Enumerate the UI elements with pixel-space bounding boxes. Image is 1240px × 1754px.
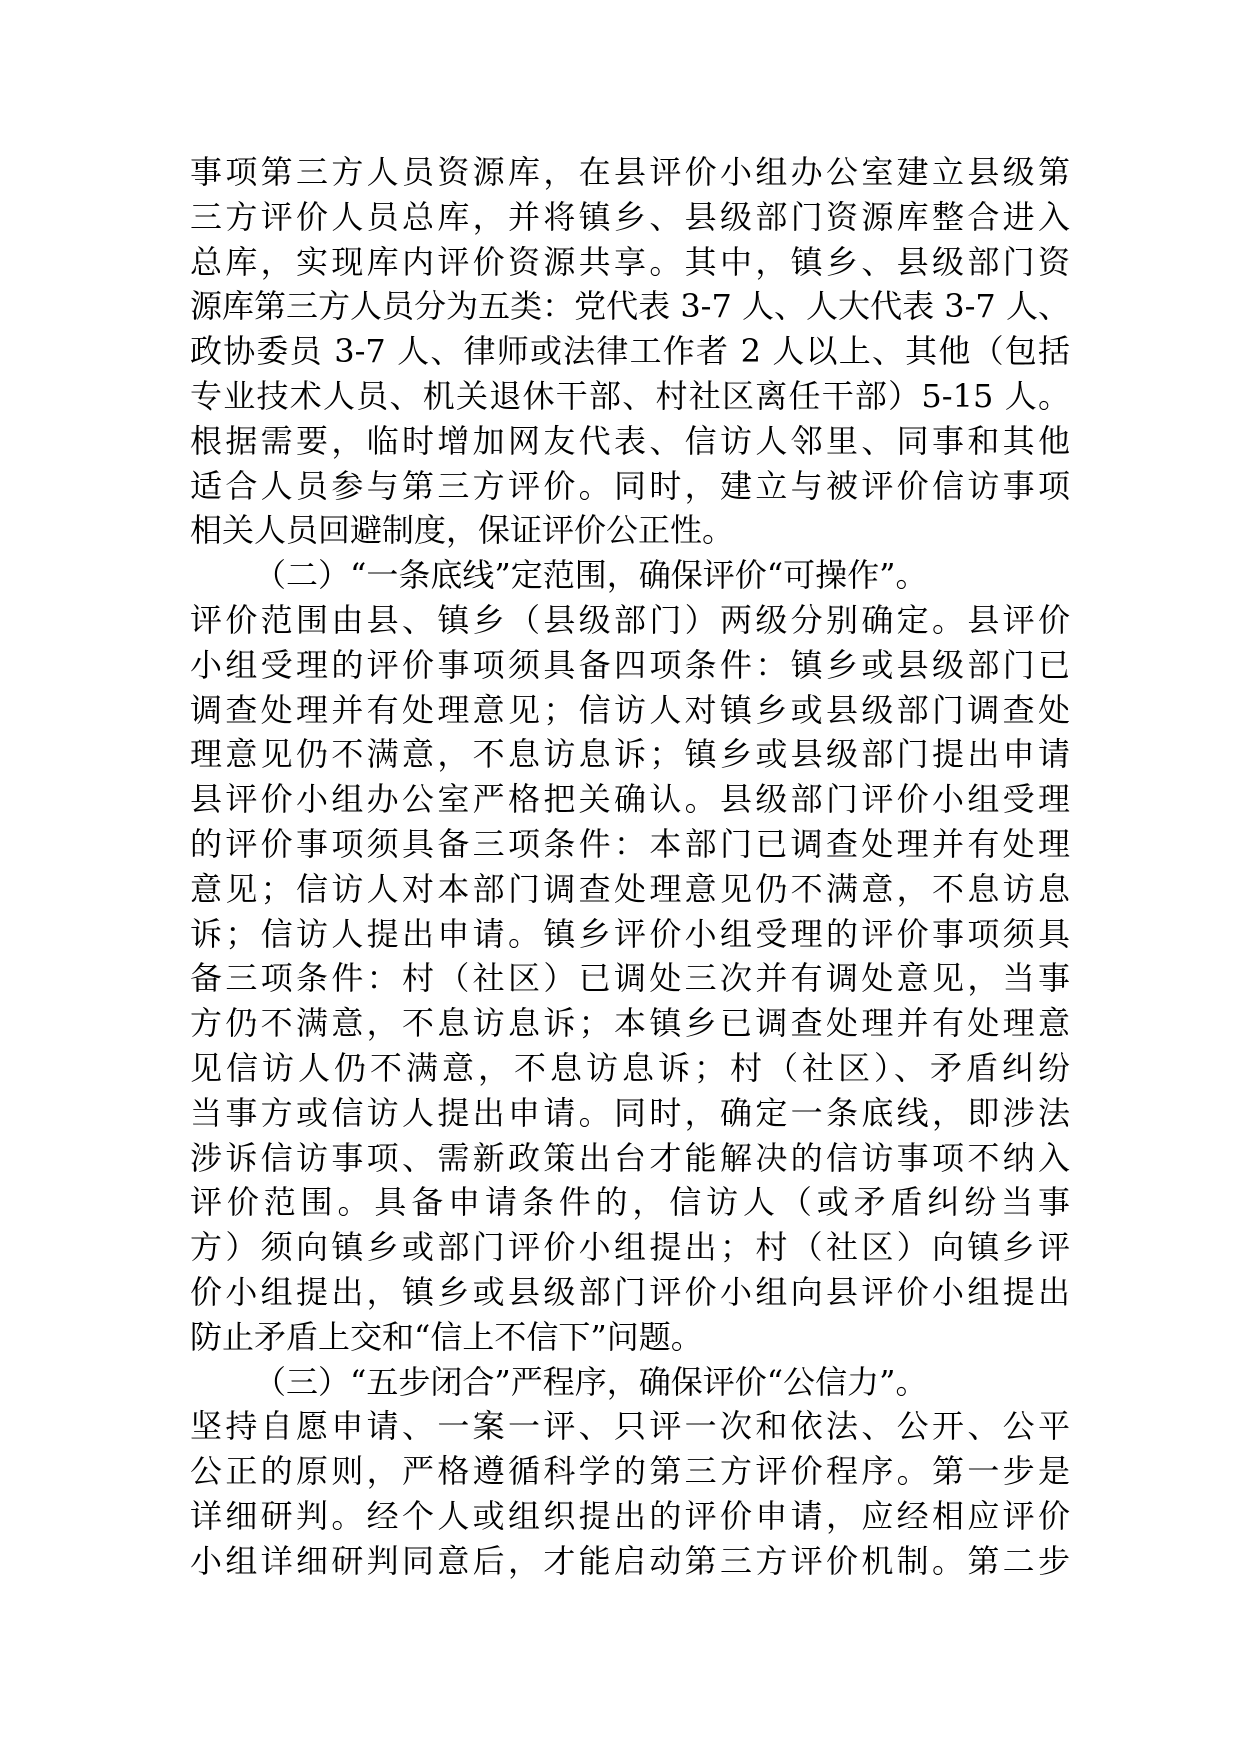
text-line: 意见；信访人对本部门调查处理意见仍不满意，不息访息 [190, 869, 1070, 908]
text-line: 公正的原则，严格遵循科学的第三方评价程序。第一步是 [190, 1452, 1070, 1491]
text-line: 源库第三方人员分为五类：党代表 3-7 人、人大代表 3-7 人、 [190, 287, 1070, 326]
text-line: 相关人员回避制度，保证评价公正性。 [190, 511, 735, 550]
text-line: 调查处理并有处理意见；信访人对镇乡或县级部门调查处 [190, 690, 1070, 729]
text-line: 小组详细研判同意后，才能启动第三方评价机制。第二步 [190, 1541, 1070, 1580]
text-line: 根据需要，临时增加网友代表、信访人邻里、同事和其他 [190, 421, 1070, 460]
text-line: 事项第三方人员资源库，在县评价小组办公室建立县级第 [190, 153, 1070, 191]
text-line: 理意见仍不满意，不息访息诉；镇乡或县级部门提出申请 [190, 735, 1070, 774]
text-line: 县评价小组办公室严格把关确认。县级部门评价小组受理 [190, 780, 1070, 819]
text-line: 价小组提出，镇乡或县级部门评价小组向县评价小组提出 [190, 1272, 1070, 1311]
body-text [190, 150, 1070, 1584]
text-line: 涉诉信访事项、需新政策出台才能解决的信访事项不纳入 [190, 1138, 1070, 1177]
text-line: 当事方或信访人提出申请。同时，确定一条底线，即涉法 [190, 1093, 1070, 1132]
text-line: 方仍不满意，不息访息诉；本镇乡已调查处理并有处理意 [190, 1004, 1070, 1043]
text-line: 适合人员参与第三方评价。同时，建立与被评价信访事项 [190, 466, 1070, 505]
text-line: 专业技术人员、机关退休干部、村社区离任干部）5-15 人。 [190, 376, 1070, 415]
text-line: 总库，实现库内评价资源共享。其中，镇乡、县级部门资 [190, 242, 1070, 281]
text-line: 政协委员 3-7 人、律师或法律工作者 2 人以上、其他（包括 [190, 332, 1070, 371]
text-line: 三方评价人员总库，并将镇乡、县级部门资源库整合进入 [190, 197, 1070, 236]
text-line: 防止矛盾上交和“信上不信下”问题。 [190, 1317, 703, 1356]
text-line: 见信访人仍不满意，不息访息诉；村（社区）、矛盾纠纷 [190, 1048, 1070, 1087]
section-heading-2: （二）“一条底线”定范围，确保评价“可操作”。 [254, 556, 928, 595]
section-heading-3: （三）“五步闭合”严程序，确保评价“公信力”。 [254, 1362, 928, 1401]
text-line: 方）须向镇乡或部门评价小组提出；村（社区）向镇乡评 [190, 1228, 1070, 1267]
text-line: 备三项条件：村（社区）已调处三次并有调处意见，当事 [190, 959, 1070, 998]
text-line: 小组受理的评价事项须具备四项条件：镇乡或县级部门已 [190, 645, 1070, 684]
text-line: 的评价事项须具备三项条件：本部门已调查处理并有处理 [190, 824, 1070, 863]
text-line: 坚持自愿申请、一案一评、只评一次和依法、公开、公平 [190, 1407, 1070, 1446]
text-line: 详细研判。经个人或组织提出的评价申请，应经相应评价 [190, 1496, 1070, 1535]
text-line: 诉；信访人提出申请。镇乡评价小组受理的评价事项须具 [190, 914, 1070, 953]
text-line: 评价范围由县、镇乡（县级部门）两级分别确定。县评价 [190, 600, 1070, 639]
text-line: 评价范围。具备申请条件的，信访人（或矛盾纠纷当事 [190, 1183, 1070, 1222]
